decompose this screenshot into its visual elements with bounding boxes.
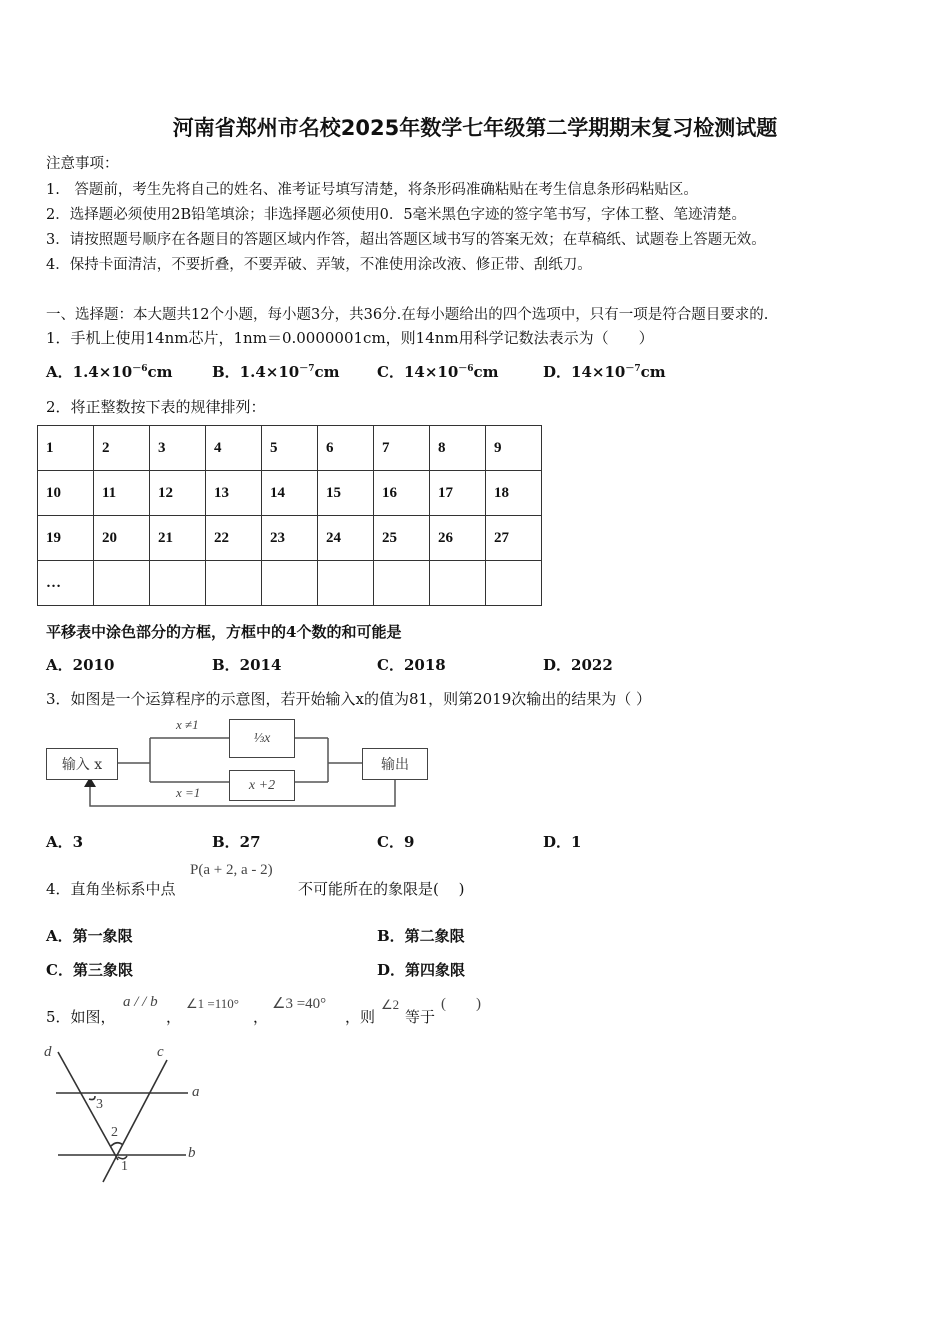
figure-label-b: b (188, 1145, 196, 1161)
q2-option-b: B．2014 (212, 656, 282, 674)
flow-bottom-operation: x +2 (229, 770, 295, 801)
table-cell: 2 (94, 426, 150, 471)
flow-top-condition: x ≠1 (176, 717, 199, 732)
q4-stem-post: 不可能所在的象限是( ) (298, 880, 465, 898)
q2-followup: 平移表中涂色部分的方框，方框中的4个数的和可能是 (46, 623, 402, 641)
table-cell: … (38, 561, 94, 606)
table-cell: 15 (318, 471, 374, 516)
q5-stem-post: 等于 (405, 1008, 436, 1026)
q1-option-b: B．$1.4\times 10^{-7}cm$ (212, 363, 340, 381)
q5-math-angle2: ∠2 (381, 997, 400, 1012)
q5-answer-paren: ( ) (441, 996, 481, 1012)
q5-stem-pre: 5．如图， (46, 1008, 116, 1026)
q1-option-d: D．$14\times 10^{-7}cm$ (543, 363, 666, 381)
figure-label-c: c (157, 1044, 164, 1060)
table-cell: 7 (374, 426, 430, 471)
separator: ， (166, 1008, 182, 1026)
q4-stem-pre: 4．直角坐标系中点 (46, 880, 176, 898)
q4-option-a: A．第一象限 (46, 927, 133, 945)
flow-input-box: 输入 x (46, 748, 118, 780)
table-cell: 8 (430, 426, 486, 471)
table-cell: 20 (94, 516, 150, 561)
q5-math-angle3: ∠3 =40° (272, 996, 327, 1012)
separator: ， (253, 1008, 269, 1026)
notice-item: 2．选择题必须使用2B铅笔填涂；非选择题必须使用0．5毫米黑色字迹的签字笔书写，字体工整、笔迹清楚。 (46, 207, 747, 223)
q3-stem: 3．如图是一个运算程序的示意图，若开始输入x的值为81，则第2019次输出的结果为（ ） (46, 690, 652, 708)
table-cell: 5 (262, 426, 318, 471)
table-cell: 27 (486, 516, 542, 561)
flow-output-box: 输出 (362, 748, 428, 780)
q4-option-b: B．第二象限 (377, 927, 465, 945)
table-cell: 26 (430, 516, 486, 561)
q3-option-c: C．9 (377, 833, 415, 851)
table-cell: 12 (150, 471, 206, 516)
separator: ，则 (345, 1008, 376, 1026)
q4-option-d: D．第四象限 (377, 961, 466, 979)
table-cell: 10 (38, 471, 94, 516)
q3-option-a: A．3 (46, 833, 84, 851)
table-cell: 4 (206, 426, 262, 471)
table-cell: 22 (206, 516, 262, 561)
table-cell: 16 (374, 471, 430, 516)
q2-option-a: A．2010 (46, 656, 115, 674)
figure-label-2: 2 (111, 1125, 118, 1140)
page-title: 河南省郑州市名校2025年数学七年级第二学期期末复习检测试题 (172, 116, 778, 140)
figure-label-d: d (44, 1044, 52, 1060)
notice-item: 3．请按照题号顺序在各题目的答题区域内作答，超出答题区域书写的答案无效；在草稿纸、试题卷上答题无效。 (46, 232, 766, 248)
table-cell: 25 (374, 516, 430, 561)
q3-option-b: B．27 (212, 833, 261, 851)
q1-option-a: A．$1.4\times 10^{-6}cm$ (46, 363, 173, 381)
table-cell: 19 (38, 516, 94, 561)
q2-option-c: C．2018 (377, 656, 446, 674)
flow-bottom-condition: x =1 (176, 785, 201, 800)
table-cell: 13 (206, 471, 262, 516)
table-cell: 9 (486, 426, 542, 471)
flow-top-operation: ⅓x (229, 719, 295, 758)
q5-math-parallel: a / / b (123, 994, 158, 1010)
table-cell: 14 (262, 471, 318, 516)
figure-label-1: 1 (121, 1159, 128, 1174)
q4-point: P(a + 2, a - 2) (190, 862, 273, 878)
table-cell: 17 (430, 471, 486, 516)
q4-option-c: C．第三象限 (46, 961, 133, 979)
table-cell: 24 (318, 516, 374, 561)
figure-label-a: a (192, 1084, 200, 1100)
notice-heading: 注意事项： (46, 156, 119, 172)
notice-item: 4．保持卡面清洁，不要折叠，不要弄破、弄皱，不准使用涂改液、修正带、刮纸刀。 (46, 257, 592, 273)
figure-label-3: 3 (96, 1097, 103, 1112)
section-heading: 一、选择题：本大题共12个小题，每小题3分，共36分.在每小题给出的四个选项中，只有一项是符合题目要求的. (46, 307, 769, 323)
table-cell: 1 (38, 426, 94, 471)
q1-option-c: C．$14\times 10^{-6}cm$ (377, 363, 499, 381)
q2-option-d: D．2022 (543, 656, 613, 674)
q5-math-angle1: ∠1 =110° (186, 996, 239, 1011)
q1-stem: 1．手机上使用14nm芯片，1nm＝0.0000001cm，则14nm用科学记数法表示为（ ） (46, 329, 654, 347)
q3-option-d: D．1 (543, 833, 582, 851)
table-cell: 23 (262, 516, 318, 561)
table-cell: 18 (486, 471, 542, 516)
table-cell: 3 (150, 426, 206, 471)
notice-item: 1. 答题前，考生先将自己的姓名、准考证号填写清楚，将条形码准确粘贴在考生信息条形码粘贴区。 (46, 182, 698, 198)
table-cell: 6 (318, 426, 374, 471)
table-cell: 21 (150, 516, 206, 561)
table-cell: 11 (94, 471, 150, 516)
q2-stem: 2．将正整数按下表的规律排列： (46, 398, 266, 416)
